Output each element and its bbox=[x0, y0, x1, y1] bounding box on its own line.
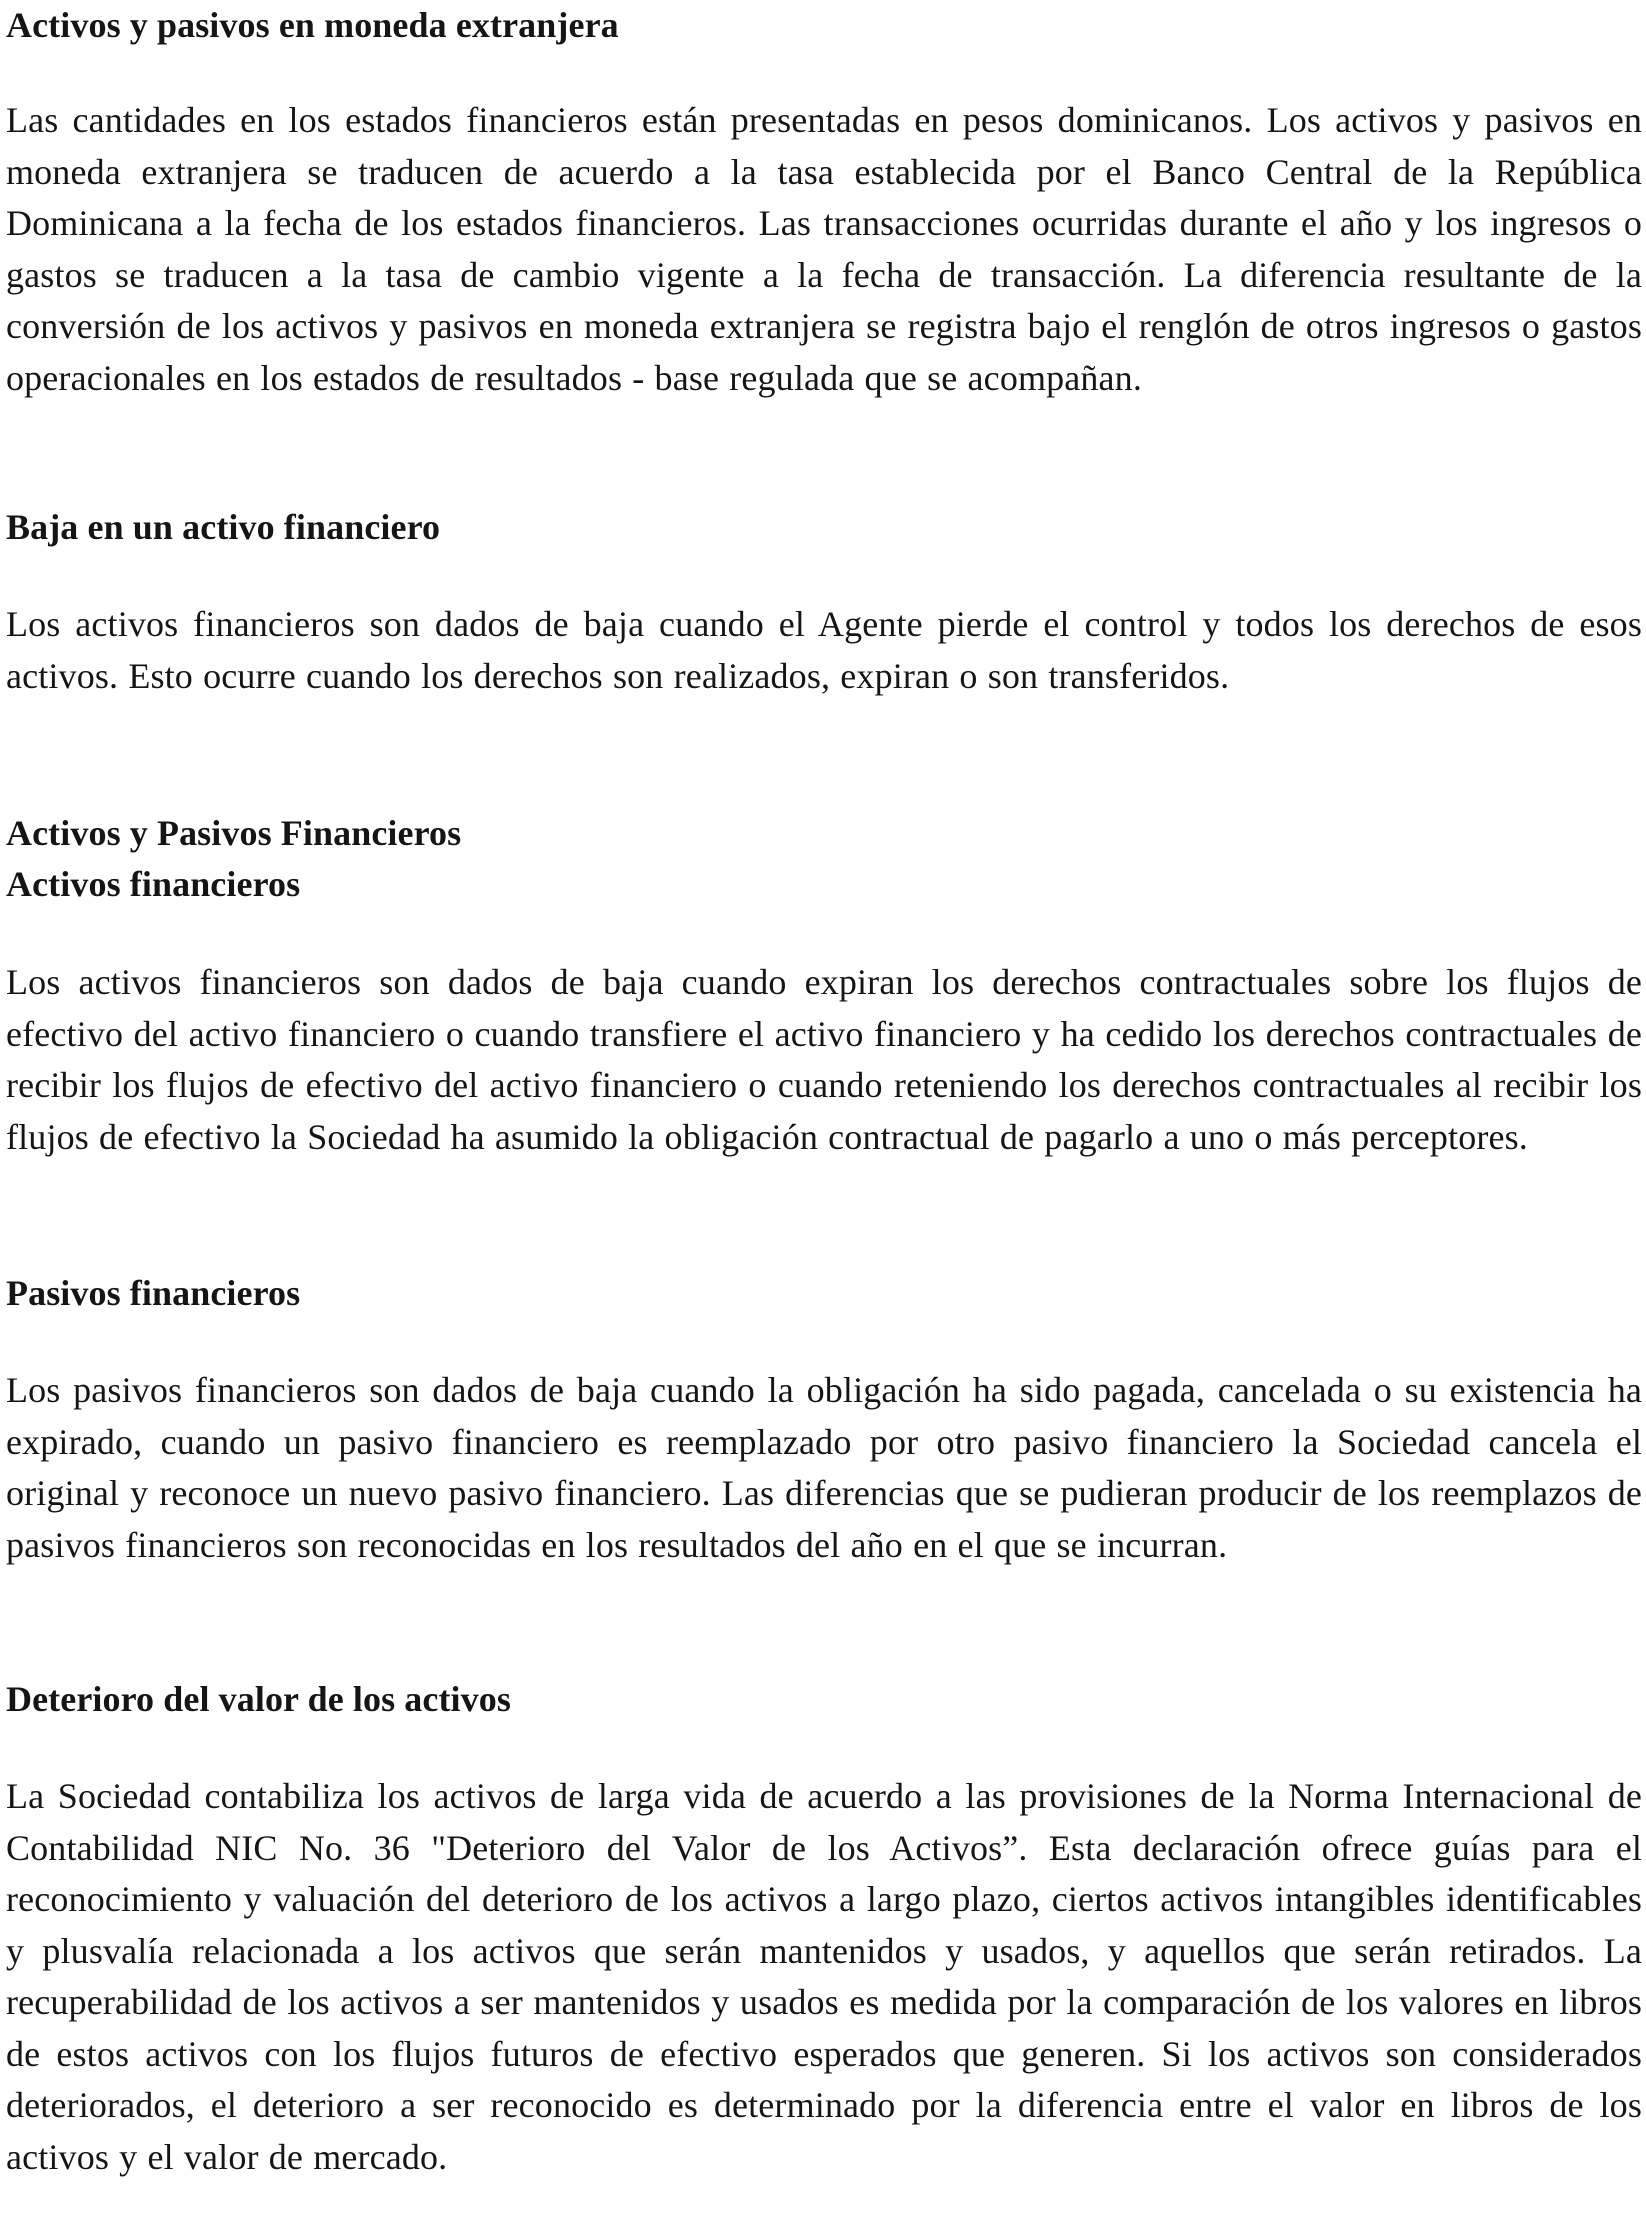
section-heading: Deterioro del valor de los activos bbox=[6, 1679, 511, 1719]
section-heading: Activos y pasivos en moneda extranjera bbox=[6, 5, 619, 45]
section-derecognition-body bbox=[6, 599, 1642, 702]
section-financial-assets-body bbox=[6, 957, 1642, 1163]
section-impairment bbox=[6, 1674, 1642, 1725]
section-paragraph: Las cantidades en los estados financieros están presentadas en pesos dominicanos. Los activos y pasivos en moneda extranjera se traducen de acuerdo a la tasa establecida por el Banco Central de la República Dominicana a la fecha de los estados financieros. Las transacciones ocurridas durante el año y los ingresos o gastos se traducen a la tasa de cambio vigente a la fecha de transacción. La diferencia resultante de la conversión de los activos y pasivos en moneda extranjera se registra bajo el renglón de otros ingresos o gastos operacionales en los estados de resultados - base regulada que se acompañan. bbox=[6, 100, 1642, 398]
section-paragraph: Los activos financieros son dados de baja cuando el Agente pierde el control y todos los derechos de esos activos. Esto ocurre cuando los derechos son realizados, expiran o son transferidos. bbox=[6, 604, 1642, 696]
section-foreign-currency bbox=[6, 0, 1642, 51]
section-financial-instruments bbox=[6, 808, 1642, 910]
section-subheading: Activos financieros bbox=[6, 864, 301, 904]
section-paragraph: Los pasivos financieros son dados de baja cuando la obligación ha sido pagada, cancelada o su existencia ha expirado, cuando un pasivo financiero es reemplazado por otro pasivo financiero la Sociedad cancela el original y reconoce un nuevo pasivo financiero. Las diferencias que se pudieran producir de los reemplazos de pasivos financieros son reconocidas en los resultados del año en el que se incurran. bbox=[6, 1370, 1642, 1565]
section-heading: Pasivos financieros bbox=[6, 1273, 301, 1313]
section-paragraph: La Sociedad contabiliza los activos de larga vida de acuerdo a las provisiones de la Norma Internacional de Contabilidad NIC No. 36 "Deterioro del Valor de los Activos”. Esta declaración ofrece guías para el reconocimiento y valuación del deterioro de los activos a largo plazo, ciertos activos intangibles identificables y plusvalía relacionada a los activos que serán mantenidos y usados, y aquellos que serán retirados. La recuperabilidad de los activos a ser mantenidos y usados es medida por la comparación de los valores en libros de estos activos con los flujos futuros de efectivo esperados que generen. Si los activos son considerados deteriorados, el deterioro a ser reconocido es determinado por la diferencia entre el valor en libros de los activos y el valor de mercado. bbox=[6, 1776, 1642, 2177]
section-foreign-currency-body bbox=[6, 95, 1642, 404]
section-heading: Baja en un activo financiero bbox=[6, 507, 441, 547]
section-heading: Activos y Pasivos Financieros bbox=[6, 813, 462, 853]
section-financial-liabilities bbox=[6, 1268, 1642, 1319]
section-financial-liabilities-body bbox=[6, 1365, 1642, 1571]
section-paragraph: Los activos financieros son dados de baja cuando expiran los derechos contractuales sobre los flujos de efectivo del activo financiero o cuando transfiere el activo financiero y ha cedido los derechos contractuales de recibir los flujos de efectivo del activo financiero o cuando reteniendo los derechos contractuales al recibir los flujos de efectivo la Sociedad ha asumido la obligación contractual de pagarlo a uno o más perceptores. bbox=[6, 962, 1642, 1157]
section-impairment-body bbox=[6, 1771, 1642, 2183]
section-derecognition bbox=[6, 502, 1642, 553]
